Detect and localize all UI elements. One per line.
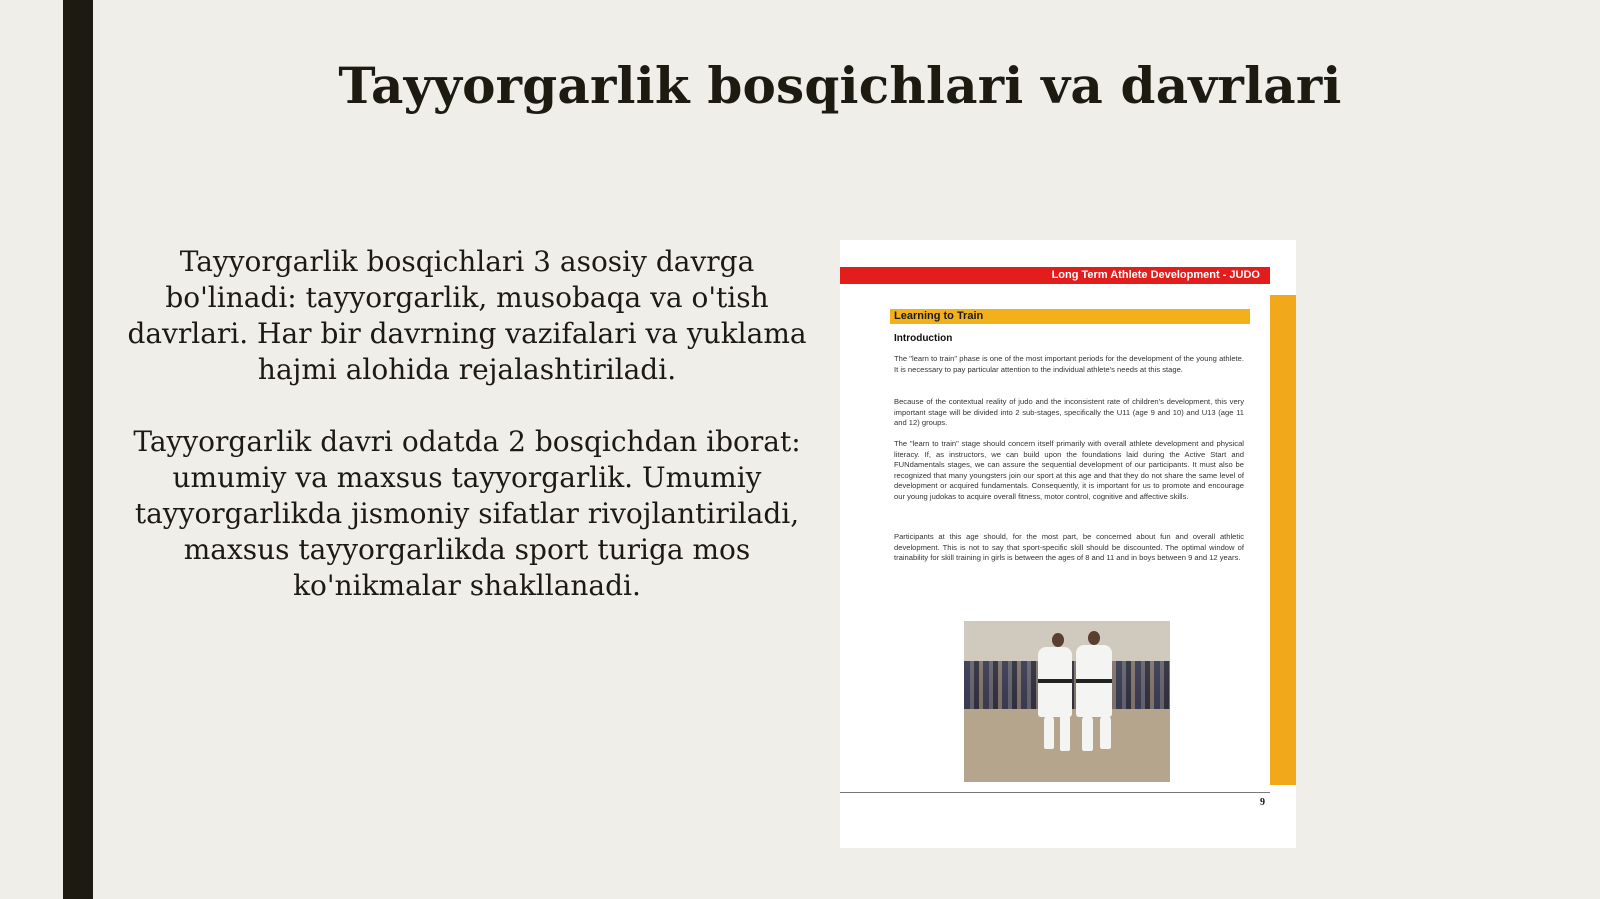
doc-paragraph-1: The "learn to train" phase is one of the most important periods for the development of the young athlete. It is necessary to pay particular attention to the individual athlete's needs at this stage. [894, 354, 1244, 374]
body-paragraph-2: Tayyorgarlik davri odatda 2 bosqichdan iborat: umumiy va maxsus tayyorgarlik. Umumiy tayyorgarlikda jismoniy sifatlar rivojlantiriladi, maxsus tayyorgarlikda sport turiga mos ko'nikmalar shakllanadi. [133, 425, 801, 602]
left-accent-bar [63, 0, 93, 899]
doc-page-number: 9 [1260, 797, 1265, 808]
doc-paragraph-3: The "learn to train" stage should concern itself primarily with overall athlete development and physical literacy. If, as instructors, we can build upon the foundations laid during the Active Start and FUNdamentals stages, we can assure the sequential development of our participants. It must also be recognized that many youngsters join our sport at this age and that they do not share the same level of development or acquired fundamentals. Consequently, it is important for us to promote and encourage our young judokas to acquire overall fitness, motor control, cognitive and affective skills. [894, 439, 1244, 501]
doc-intro-heading: Introduction [894, 333, 953, 344]
document-page-image [840, 240, 1296, 848]
doc-side-bar [1270, 295, 1296, 785]
slide-title: Tayyorgarlik bosqichlari va davrlari [338, 56, 1342, 115]
slide-body [112, 244, 822, 640]
doc-footer-rule [840, 792, 1270, 793]
doc-paragraph-2: Because of the contextual reality of judo and the inconsistent rate of children's development, this very important stage will be divided into 2 sub-stages, specifically the U11 (age 9 and 10) and U13 (age 11 and 12) groups. [894, 397, 1244, 427]
judo-photo [964, 621, 1170, 782]
doc-header-bar: Long Term Athlete Development - JUDO [840, 267, 1270, 284]
doc-section-heading: Learning to Train [890, 309, 1250, 324]
doc-paragraph-4: Participants at this age should, for the most part, be concerned about fun and overall athletic development. This is not to say that sport-specific skill should be discounted. The optimal window of trainability for skill training in girls is between the ages of 8 and 11 and in boys between 9 and 12 years. [894, 532, 1244, 562]
body-paragraph-1: Tayyorgarlik bosqichlari 3 asosiy davrga bo'linadi: tayyorgarlik, musobaqa va o'tish davrlari. Har bir davrning vazifalari va yuklama hajmi alohida rejalashtiriladi. [127, 245, 807, 386]
